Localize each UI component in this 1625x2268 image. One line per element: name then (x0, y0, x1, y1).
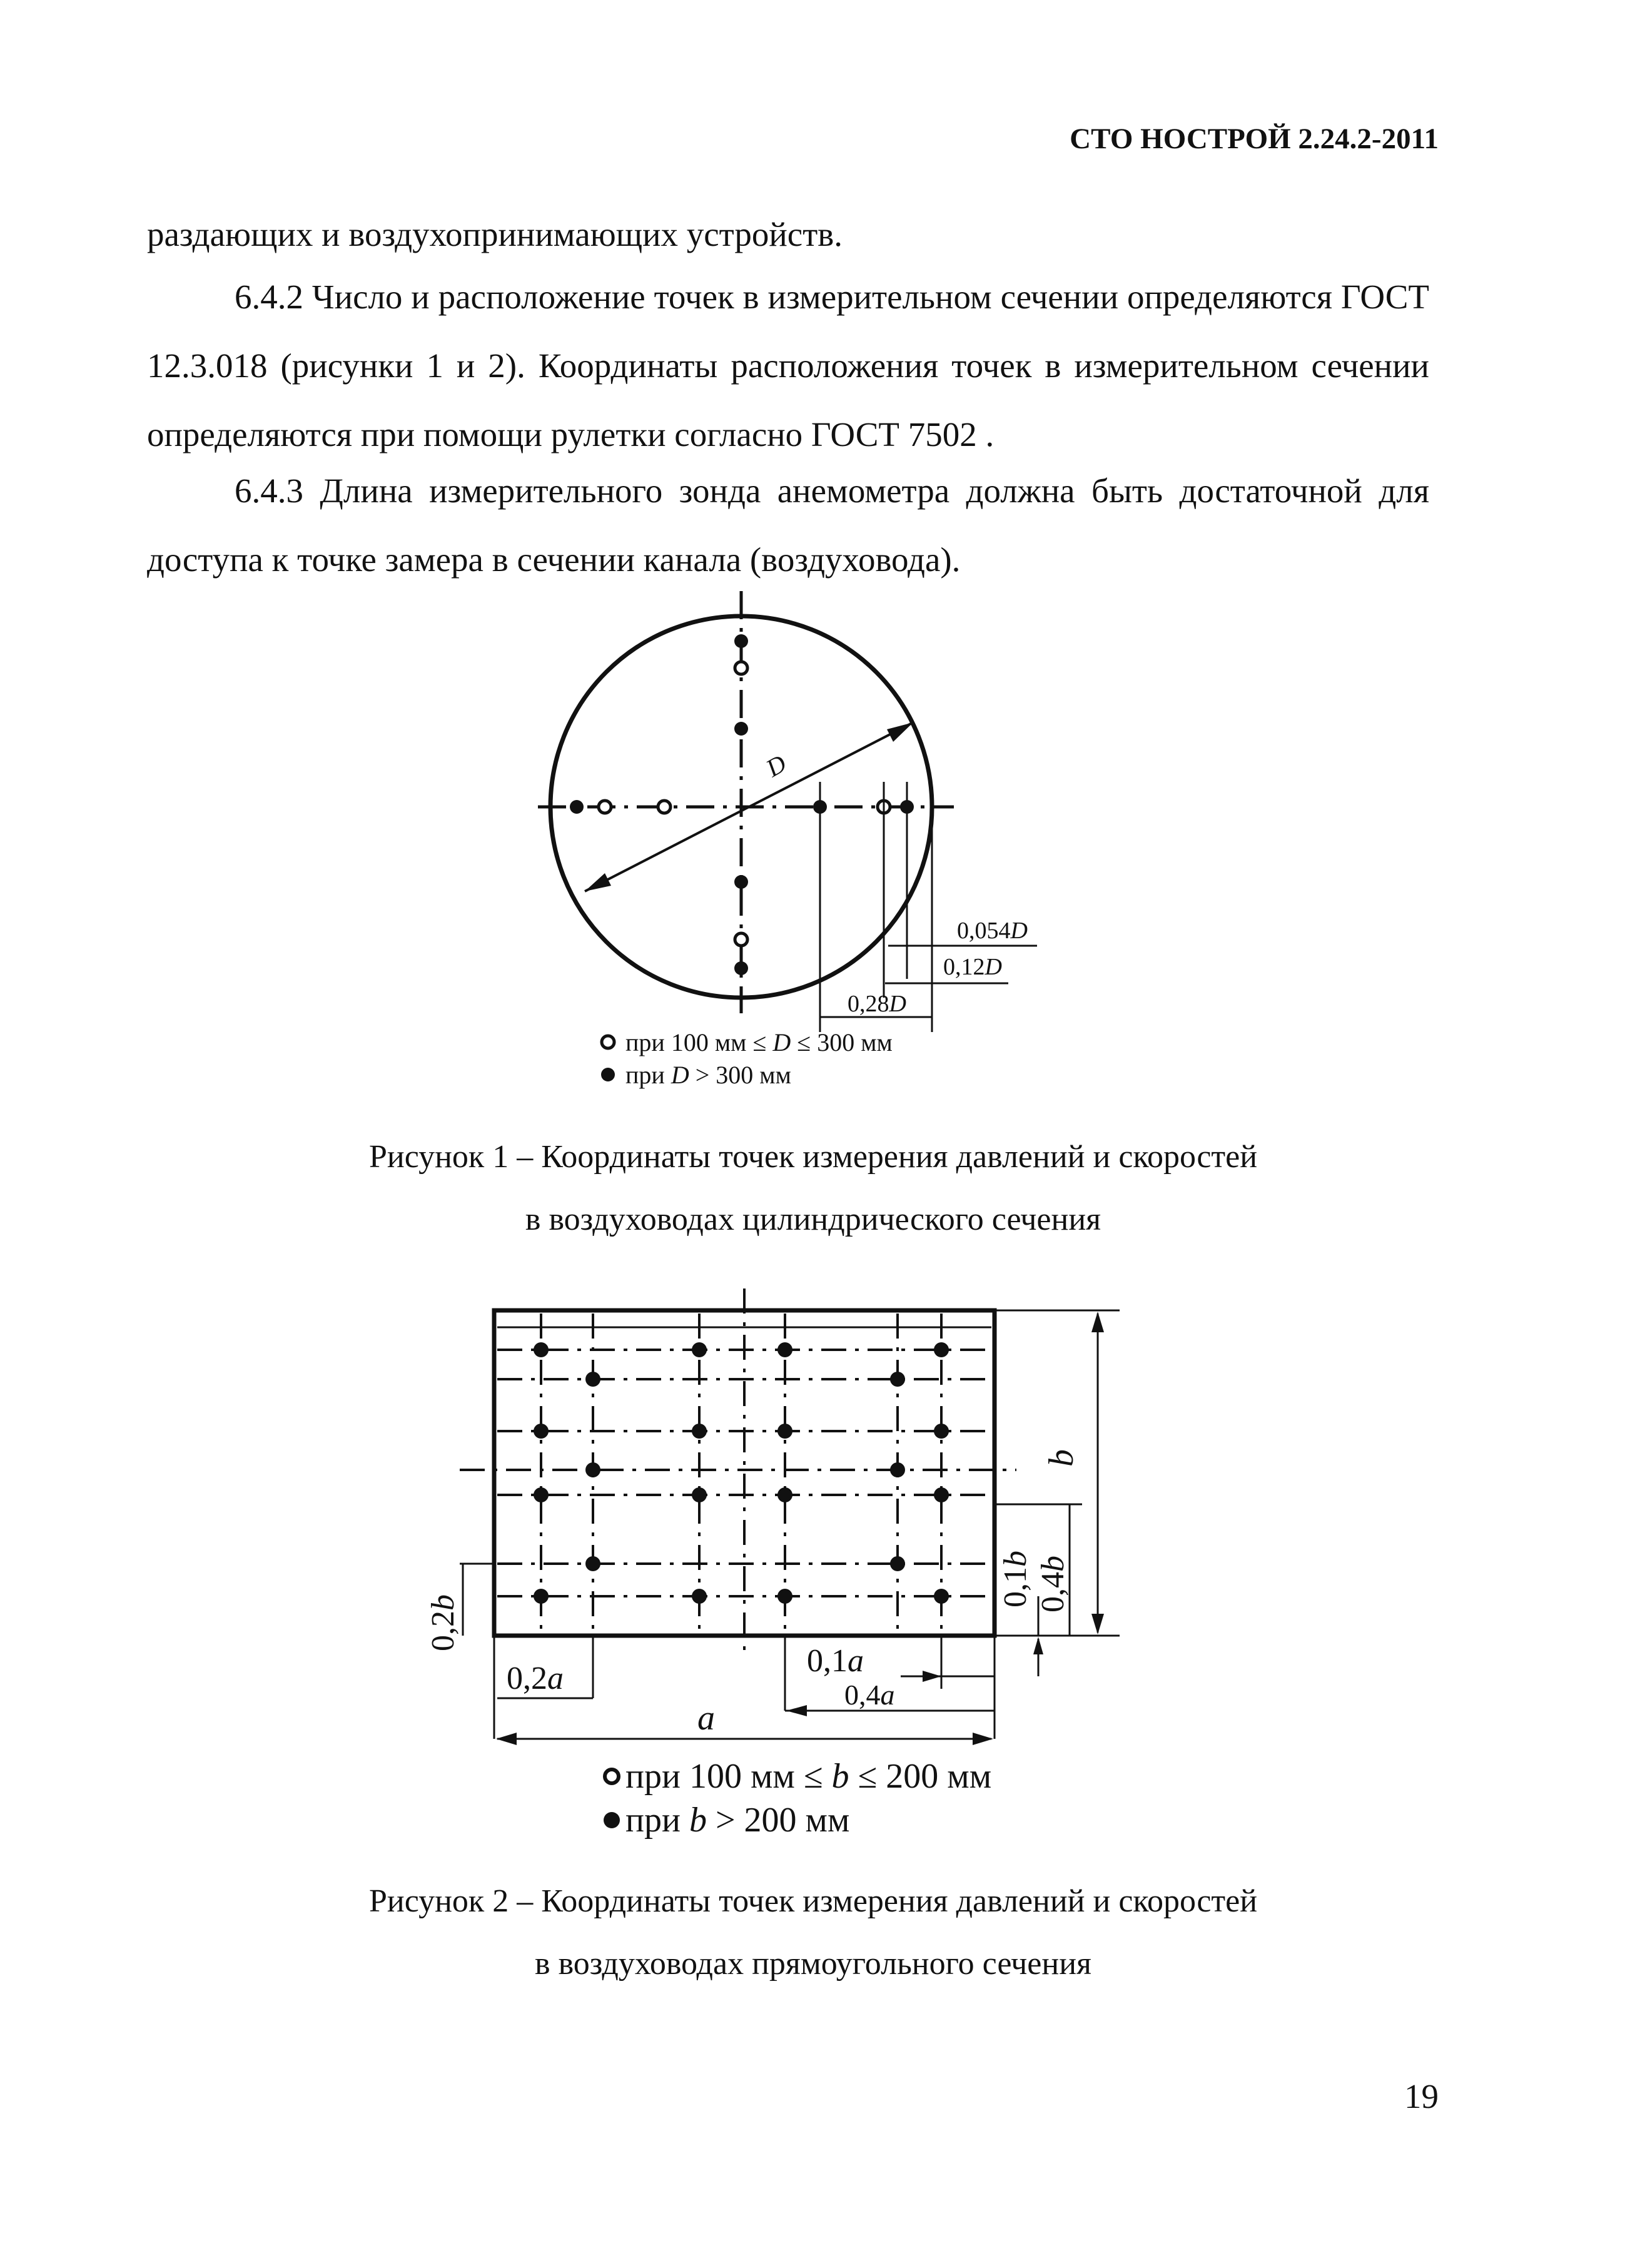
dim-label-01b: 0,1b (998, 1551, 1033, 1607)
point-filled (890, 1462, 905, 1477)
legend-open-text: при 100 мм ≤ b ≤ 200 мм (625, 1757, 992, 1796)
dim-label-02b: 0,2b (425, 1594, 461, 1651)
dim-label-01a: 0,1a (807, 1643, 864, 1679)
point-filled (534, 1487, 549, 1502)
point-filled (734, 634, 748, 648)
point-filled (534, 1424, 549, 1439)
dim-label-028: 0,28D (848, 991, 906, 1017)
legend-filled-text: при D > 300 мм (625, 1061, 791, 1089)
caption-line: в воздуховодах прямоугольного сечения (535, 1946, 1091, 1982)
page-number: 19 (1404, 2077, 1439, 2115)
point-filled (534, 1589, 549, 1604)
point-filled (585, 1462, 600, 1477)
dim-label-012: 0,12D (943, 954, 1002, 980)
point-filled (934, 1589, 949, 1604)
point-open (658, 801, 671, 813)
point-filled (692, 1424, 707, 1439)
figure-1-caption (188, 1126, 1439, 1251)
point-filled (777, 1589, 792, 1604)
paragraph-6-4-2: 6.4.2 Число и расположение точек в измерительном сечении определяются ГОСТ 12.3.018 (рисунки 1 и 2). Координаты расположения точек в измерительном сечении определяются при помощи рулетки согласно ГОСТ 7502 . (147, 278, 1429, 453)
point-filled (734, 961, 748, 975)
legend-open-text: при 100 мм ≤ D ≤ 300 мм (625, 1028, 893, 1056)
dim-label-0054: 0,054D (957, 918, 1028, 944)
dim-label-02a: 0,2a (507, 1661, 564, 1696)
paragraph-continuation: раздающих и воздухопринимающих устройств. (147, 215, 843, 253)
diameter-line (585, 722, 913, 891)
point-filled (734, 722, 748, 736)
caption-line: Рисунок 2 – Координаты точек измерения давлений и скоростей (368, 1883, 1258, 1919)
point-filled (934, 1342, 949, 1357)
legend-open-marker (602, 1036, 614, 1048)
dim-label-04a: 0,4a (844, 1679, 895, 1711)
legend-filled-marker (601, 1068, 615, 1081)
caption-line: Рисунок 1 – Координаты точек измерения давлений и скоростей (368, 1139, 1258, 1175)
point-filled (777, 1487, 792, 1502)
paragraph-6-4-3: 6.4.3 Длина измерительного зонда анемометра должна быть достаточной для доступа к точке замера в сечении канала (воздуховода). (147, 472, 1429, 579)
label-b: b (1042, 1449, 1081, 1467)
point-filled (692, 1487, 707, 1502)
point-filled (777, 1424, 792, 1439)
point-filled (585, 1556, 600, 1571)
point-filled (534, 1342, 549, 1357)
legend-filled-text: при b > 200 мм (625, 1801, 850, 1840)
diameter-arrow-end (887, 722, 913, 742)
dim-label-04b: 0,4b (1035, 1556, 1071, 1612)
label-a: a (697, 1699, 715, 1738)
figure-2-caption (188, 1870, 1439, 1995)
legend-filled-marker (604, 1812, 620, 1828)
legend-open-marker (605, 1769, 619, 1783)
point-filled (890, 1556, 905, 1571)
point-open (735, 933, 747, 946)
label-diameter: D (761, 749, 791, 782)
point-open (735, 662, 747, 674)
point-filled (934, 1487, 949, 1502)
point-filled (692, 1342, 707, 1357)
document-code-header: СТО НОСТРОЙ 2.24.2-2011 (1070, 123, 1439, 155)
point-filled (692, 1589, 707, 1604)
point-filled (934, 1424, 949, 1439)
diameter-arrow-start (585, 873, 611, 891)
point-filled (734, 875, 748, 889)
point-open (599, 801, 611, 813)
caption-line: в воздуховодах цилиндрического сечения (525, 1202, 1101, 1237)
point-filled (570, 800, 584, 814)
point-filled (890, 1372, 905, 1387)
point-filled (777, 1342, 792, 1357)
point-filled (585, 1372, 600, 1387)
